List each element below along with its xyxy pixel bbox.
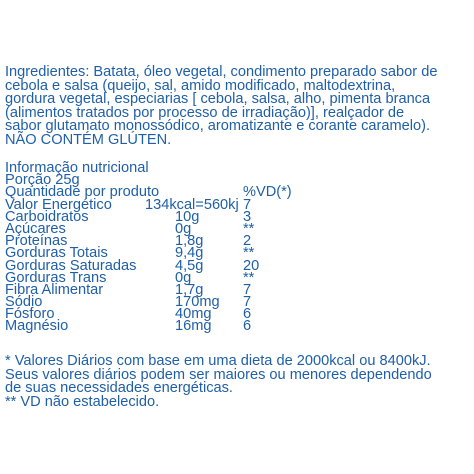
ingredients-line: (alimentos tratados por processo de irradiação)], realçador de (5, 104, 405, 121)
nutrition-table (5, 162, 468, 333)
nutrient-amount: 9,4g (175, 245, 204, 262)
energy-vd: 7 (243, 196, 252, 213)
nutrient-label: Fósforo (5, 306, 55, 323)
table-row (5, 208, 468, 225)
ingredients-line: sabor glutamato monossódico, aromatizante e corante caramelo). (5, 118, 431, 135)
nutrient-amount: 40mg (175, 306, 212, 323)
nutrient-vd: 7 (243, 281, 252, 298)
vd-header: %VD(*) (243, 184, 292, 201)
nutrient-label: Fibra Alimentar (5, 281, 104, 298)
nutrient-label: Sódio (5, 294, 43, 311)
footnotes (5, 355, 468, 409)
ingredients-line: gordura vegetal, especiarias [ cebola, salsa, alho, pimenta branca (5, 91, 431, 108)
quantity-header: Quantidade por produto (5, 184, 160, 201)
footnote-line: * Valores Diários com base em uma dieta de 2000kcal ou 8400kJ. (5, 353, 431, 369)
nutrient-amount: 0g (175, 220, 192, 237)
table-row (5, 220, 468, 237)
table-row (5, 294, 468, 311)
nutrient-vd: 2 (243, 233, 252, 250)
nutrient-label: Magnésio (5, 318, 69, 335)
energy-label: Valor Energético (5, 196, 112, 213)
nutrient-amount: 10g (175, 208, 200, 225)
nutrient-amount: 0g (175, 269, 192, 286)
energy-amount: 134kcal=560kj (145, 196, 239, 213)
ingredients-text (5, 66, 468, 148)
nutrient-vd: ** (243, 245, 255, 262)
nutrient-vd: ** (243, 269, 255, 286)
nutrient-vd: 7 (243, 294, 252, 311)
table-row (5, 318, 468, 335)
nutrient-amount: 170mg (175, 294, 220, 311)
nutrient-label: Gorduras Saturadas (5, 257, 137, 274)
nutrient-label: Gorduras Trans (5, 269, 107, 286)
nutrient-label: Açúcares (5, 220, 66, 237)
nutrient-amount: 16mg (175, 318, 212, 335)
nutrient-label: Proteínas (5, 233, 68, 250)
nutrient-label: Carboidratos (5, 208, 89, 225)
table-row (5, 306, 468, 323)
footnote-line: Seus valores diários podem ser maiores ou menores dependendo (5, 366, 432, 383)
nutrient-vd: 6 (243, 306, 252, 323)
nutrient-vd: 3 (243, 208, 252, 225)
ingredients-line: Ingredientes: Batata, óleo vegetal, condimento preparado sabor de (5, 64, 438, 80)
ingredients-line: cebola e salsa (queijo, sal, amido modificado, maltodextrina, (5, 77, 396, 94)
nutrient-vd: 6 (243, 318, 252, 335)
nutrient-vd: ** (243, 220, 255, 237)
nutrient-label: Gorduras Totais (5, 245, 108, 262)
portion-size: Porção 25g (5, 172, 80, 189)
footnote-line: de suas necessidades energéticas. (5, 380, 233, 397)
nutrient-vd: 20 (243, 257, 260, 274)
footnote-line: ** VD não estabelecido. (5, 393, 160, 410)
gluten-statement: NÃO CONTÉM GLÚTEN. (5, 131, 172, 148)
nutrient-amount: 1,8g (175, 233, 204, 250)
nutrient-amount: 4,5g (175, 257, 204, 274)
nutrition-title: Informação nutricional (5, 160, 149, 176)
nutrient-amount: 1,7g (175, 281, 204, 298)
table-row (5, 281, 468, 298)
